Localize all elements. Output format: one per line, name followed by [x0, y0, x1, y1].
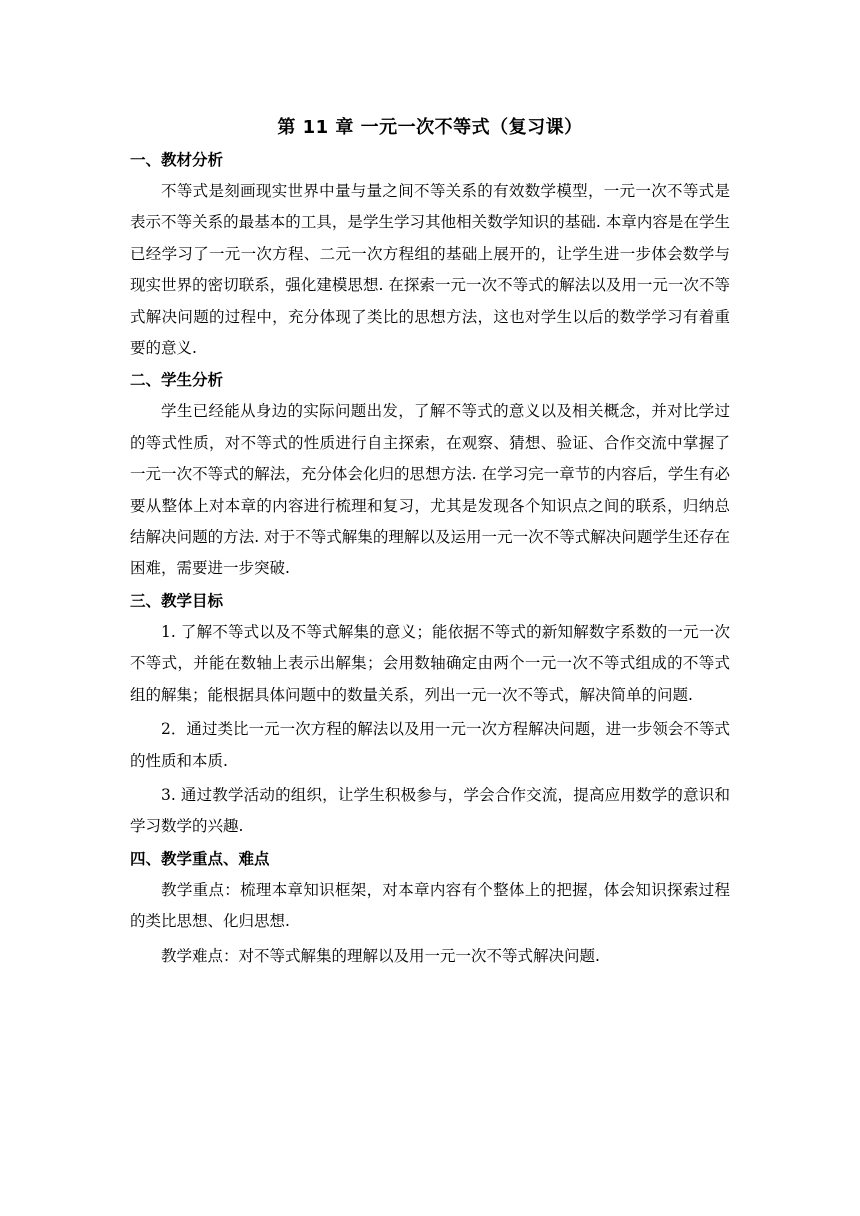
document-page	[130, 112, 730, 972]
paragraph: 1. 了解不等式以及不等式解集的意义；能依据不等式的新知解数字系数的一元一次不等式，并能在数轴上表示出解集；会用数轴确定由两个一元一次不等式组成的不等式组的解集；能根据具体问题中的数量关系，列出一元一次不等式，解决简单的问题.	[130, 622, 730, 704]
section-student-analysis	[130, 364, 730, 584]
section-heading: 一、教材分析	[130, 151, 224, 169]
section-textbook-analysis	[130, 144, 730, 364]
section-teaching-goals	[130, 585, 730, 843]
section-key-points	[130, 843, 730, 972]
paragraph: 不等式是刻画现实世界中量与量之间不等关系的有效数学模型，一元一次不等式是表示不等关系的最基本的工具，是学生学习其他相关数学知识的基础. 本章内容是在学生已经学习了一元一次方程、二元一次方程组的基础上展开的，让学生进一步体会数学与现实世界的密切联系，强化建模思想. 在探索一元一次不等式的解法以及用一元一次不等式解决问题的过程中，充分体现了类比的思想方法，这也对学生以后的数学学习有着重要的意义.	[130, 182, 730, 358]
section-heading: 二、学生分析	[130, 371, 224, 390]
paragraph: 2．通过类比一元一次方程的解法以及用一元一次方程解决问题，进一步领会不等式的性质和本质.	[130, 720, 730, 770]
paragraph: 教学难点：对不等式解集的理解以及用一元一次不等式解决问题.	[161, 946, 600, 965]
paragraph: 教学重点：梳理本章知识框架，对本章内容有个整体上的把握，体会知识探索过程的类比思想、化归思想.	[130, 880, 730, 931]
section-heading: 三、教学目标	[130, 591, 224, 610]
paragraph: 学生已经能从身边的实际问题出发，了解不等式的意义以及相关概念，并对比学过的等式性质，对不等式的性质进行自主探索，在观察、猜想、验证、合作交流中掌握了一元一次不等式的解法，充分体会化归的思想方法. 在学习完一章节的内容后，学生有必要从整体上对本章的内容进行梳理和复习，尤其是发现各个知识点之间的联系，归纳总结解决问题的方法. 对于不等式解集的理解以及运用一元一次不等式解决问题学生还存在困难，需要进一步突破.	[130, 402, 730, 578]
paragraph: 3. 通过教学活动的组织，让学生积极参与，学会合作交流，提高应用数学的意识和学习数学的兴趣.	[130, 785, 730, 836]
section-heading: 四、教学重点、难点	[130, 849, 270, 868]
document-title: 第 11 章 一元一次不等式（复习课）	[277, 117, 583, 138]
